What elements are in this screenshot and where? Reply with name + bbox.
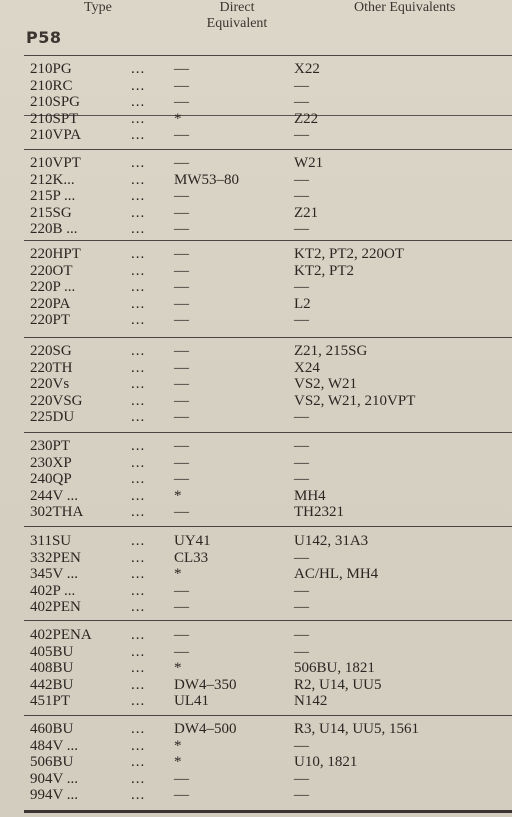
type-cell: 405BU xyxy=(30,643,74,660)
direct-equivalent-cell: — xyxy=(174,392,189,409)
table-row xyxy=(0,78,512,94)
leader-dots: ... xyxy=(131,737,146,754)
table-row xyxy=(0,660,512,676)
header-other-equivalents: Other Equivalents xyxy=(354,0,456,15)
leader-dots: ... xyxy=(131,376,146,393)
header-type: Type xyxy=(84,0,112,15)
table-row xyxy=(0,61,512,77)
type-cell: 302THA xyxy=(30,504,84,521)
leader-dots: ... xyxy=(131,487,146,504)
group-rule xyxy=(24,240,512,241)
leader-dots: ... xyxy=(131,438,146,454)
table-row xyxy=(0,583,512,599)
other-equivalents-cell: — xyxy=(294,77,309,94)
direct-equivalent-cell: — xyxy=(174,599,189,616)
leader-dots: ... xyxy=(131,127,146,144)
leader-dots: ... xyxy=(131,754,146,771)
header-direct-equivalent xyxy=(196,0,278,32)
table-row xyxy=(0,279,512,295)
group-rule xyxy=(24,432,512,433)
type-cell: 220B ... xyxy=(30,221,78,238)
leader-dots: ... xyxy=(131,599,146,616)
other-equivalents-cell: N142 xyxy=(294,693,328,710)
direct-equivalent-cell: * xyxy=(174,487,182,504)
other-equivalents-cell: — xyxy=(294,94,309,111)
direct-equivalent-cell: — xyxy=(174,770,189,787)
leader-dots: ... xyxy=(131,77,146,94)
type-cell: 994V ... xyxy=(30,787,79,804)
direct-equivalent-cell: — xyxy=(174,409,189,426)
table-row xyxy=(0,599,512,615)
type-cell: 230XP xyxy=(30,454,72,471)
type-cell: 402PENA xyxy=(30,627,92,643)
direct-equivalent-cell: — xyxy=(174,295,189,312)
type-cell: 451PT xyxy=(30,693,71,710)
other-equivalents-cell: — xyxy=(294,188,309,205)
leader-dots: ... xyxy=(131,787,146,804)
other-equivalents-cell: X22 xyxy=(294,61,320,77)
table-row xyxy=(0,393,512,409)
leader-dots: ... xyxy=(131,627,146,643)
type-cell: 220P ... xyxy=(30,279,76,296)
table-row xyxy=(0,188,512,204)
other-equivalents-cell: VS2, W21 xyxy=(294,376,358,393)
other-equivalents-cell: MH4 xyxy=(294,487,326,504)
leader-dots: ... xyxy=(131,693,146,710)
direct-equivalent-cell: * xyxy=(174,110,182,127)
type-cell: 484V ... xyxy=(30,737,79,754)
table-row xyxy=(0,111,512,127)
table-row xyxy=(0,360,512,376)
table-row xyxy=(0,627,512,643)
table-row xyxy=(0,738,512,754)
table-row xyxy=(0,172,512,188)
type-cell: 210PG xyxy=(30,61,72,77)
other-equivalents-cell: — xyxy=(294,471,309,488)
table-row xyxy=(0,533,512,549)
direct-equivalent-cell: CL33 xyxy=(174,549,209,566)
group-rule xyxy=(24,55,512,56)
leader-dots: ... xyxy=(131,392,146,409)
direct-equivalent-cell: — xyxy=(174,155,189,171)
direct-equivalent-cell: — xyxy=(174,343,189,359)
direct-equivalent-cell: — xyxy=(174,504,189,521)
other-equivalents-cell: KT2, PT2 xyxy=(294,262,354,279)
type-cell: 240QP xyxy=(30,471,72,488)
type-cell: 220TH xyxy=(30,359,73,376)
other-equivalents-cell: — xyxy=(294,409,309,426)
table-row xyxy=(0,205,512,221)
direct-equivalent-cell: — xyxy=(174,471,189,488)
table-row xyxy=(0,677,512,693)
type-cell: 460BU xyxy=(30,721,74,737)
leader-dots: ... xyxy=(131,343,146,359)
type-cell: 402P ... xyxy=(30,582,76,599)
table-row xyxy=(0,455,512,471)
type-cell: 210SPG xyxy=(30,94,81,111)
leader-dots: ... xyxy=(131,566,146,583)
direct-equivalent-cell: MW53–80 xyxy=(174,171,239,188)
direct-equivalent-cell: * xyxy=(174,660,182,677)
direct-equivalent-cell: — xyxy=(174,582,189,599)
other-equivalents-cell: R2, U14, UU5 xyxy=(294,676,382,693)
leader-dots: ... xyxy=(131,359,146,376)
direct-equivalent-cell: * xyxy=(174,754,182,771)
type-cell: 442BU xyxy=(30,676,74,693)
table-row xyxy=(0,787,512,803)
type-cell: 220PT xyxy=(30,312,71,329)
other-equivalents-cell: — xyxy=(294,599,309,616)
table-row xyxy=(0,550,512,566)
leader-dots: ... xyxy=(131,204,146,221)
header-direct-line1: Direct xyxy=(219,0,255,15)
type-cell: 408BU xyxy=(30,660,74,677)
leader-dots: ... xyxy=(131,61,146,77)
leader-dots: ... xyxy=(131,676,146,693)
leader-dots: ... xyxy=(131,454,146,471)
other-equivalents-cell: — xyxy=(294,549,309,566)
other-equivalents-cell: R3, U14, UU5, 1561 xyxy=(294,721,420,737)
type-cell: 332PEN xyxy=(30,549,81,566)
type-cell: 402PEN xyxy=(30,599,81,616)
other-equivalents-cell: W21 xyxy=(294,155,324,171)
direct-equivalent-cell: — xyxy=(174,787,189,804)
other-equivalents-cell: Z22 xyxy=(294,110,319,127)
other-equivalents-cell: U10, 1821 xyxy=(294,754,358,771)
direct-equivalent-cell: — xyxy=(174,454,189,471)
other-equivalents-cell: U142, 31A3 xyxy=(294,533,369,549)
group-rule xyxy=(24,337,512,338)
direct-equivalent-cell: UL41 xyxy=(174,693,209,710)
leader-dots: ... xyxy=(131,262,146,279)
direct-equivalent-cell: — xyxy=(174,127,189,144)
type-cell: 215P ... xyxy=(30,188,76,205)
table-row xyxy=(0,771,512,787)
leader-dots: ... xyxy=(131,171,146,188)
leader-dots: ... xyxy=(131,221,146,238)
leader-dots: ... xyxy=(131,295,146,312)
other-equivalents-cell: AC/HL, MH4 xyxy=(294,566,379,583)
type-cell: 311SU xyxy=(30,533,72,549)
table-row xyxy=(0,263,512,279)
type-cell: 220OT xyxy=(30,262,73,279)
direct-equivalent-cell: — xyxy=(174,359,189,376)
other-equivalents-cell: — xyxy=(294,221,309,238)
type-cell: 212K... xyxy=(30,171,75,188)
leader-dots: ... xyxy=(131,409,146,426)
other-equivalents-cell: — xyxy=(294,127,309,144)
table-row xyxy=(0,438,512,454)
table-row xyxy=(0,155,512,171)
page-label: P58 xyxy=(26,28,62,47)
type-cell: 506BU xyxy=(30,754,74,771)
other-equivalents-cell: — xyxy=(294,279,309,296)
direct-equivalent-cell: — xyxy=(174,312,189,329)
table-row xyxy=(0,644,512,660)
leader-dots: ... xyxy=(131,660,146,677)
direct-equivalent-cell: — xyxy=(174,188,189,205)
other-equivalents-cell: — xyxy=(294,438,309,454)
direct-equivalent-cell: DW4–350 xyxy=(174,676,237,693)
type-cell: 220HPT xyxy=(30,246,81,262)
other-equivalents-cell: — xyxy=(294,737,309,754)
other-equivalents-cell: 506BU, 1821 xyxy=(294,660,375,677)
leader-dots: ... xyxy=(131,471,146,488)
table-row xyxy=(0,376,512,392)
other-equivalents-cell: — xyxy=(294,643,309,660)
direct-equivalent-cell: — xyxy=(174,77,189,94)
leader-dots: ... xyxy=(131,188,146,205)
other-equivalents-cell: — xyxy=(294,454,309,471)
leader-dots: ... xyxy=(131,110,146,127)
direct-equivalent-cell: — xyxy=(174,94,189,111)
table-row xyxy=(0,693,512,709)
type-cell: 244V ... xyxy=(30,487,79,504)
leader-dots: ... xyxy=(131,582,146,599)
type-cell: 210VPA xyxy=(30,127,82,144)
type-cell: 220Vs xyxy=(30,376,70,393)
type-cell: 225DU xyxy=(30,409,75,426)
type-cell: 215SG xyxy=(30,204,72,221)
type-cell: 220PA xyxy=(30,295,71,312)
table-row xyxy=(0,488,512,504)
other-equivalents-cell: — xyxy=(294,627,309,643)
leader-dots: ... xyxy=(131,246,146,262)
type-cell: 230PT xyxy=(30,438,71,454)
table-row xyxy=(0,94,512,110)
other-equivalents-cell: — xyxy=(294,312,309,329)
leader-dots: ... xyxy=(131,155,146,171)
direct-equivalent-cell: — xyxy=(174,221,189,238)
group-rule xyxy=(24,149,512,150)
other-equivalents-cell: Z21, 215SG xyxy=(294,343,368,359)
table-row xyxy=(0,471,512,487)
leader-dots: ... xyxy=(131,94,146,111)
leader-dots: ... xyxy=(131,279,146,296)
table-row xyxy=(0,721,512,737)
direct-equivalent-cell: * xyxy=(174,566,182,583)
bottom-rule xyxy=(24,810,512,813)
leader-dots: ... xyxy=(131,533,146,549)
other-equivalents-cell: VS2, W21, 210VPT xyxy=(294,392,416,409)
group-rule xyxy=(24,526,512,527)
direct-equivalent-cell: UY41 xyxy=(174,533,211,549)
direct-equivalent-cell: — xyxy=(174,204,189,221)
other-equivalents-cell: — xyxy=(294,770,309,787)
table-row xyxy=(0,312,512,328)
other-equivalents-cell: — xyxy=(294,171,309,188)
type-cell: 220VSG xyxy=(30,392,83,409)
other-equivalents-cell: L2 xyxy=(294,295,311,312)
type-cell: 210SPT xyxy=(30,110,79,127)
table-row xyxy=(0,246,512,262)
type-cell: 220SG xyxy=(30,343,72,359)
group-rule xyxy=(24,620,512,621)
direct-equivalent-cell: — xyxy=(174,376,189,393)
direct-equivalent-cell: — xyxy=(174,643,189,660)
type-cell: 345V ... xyxy=(30,566,79,583)
header-direct-line2: Equivalent xyxy=(206,16,268,31)
other-equivalents-cell: — xyxy=(294,582,309,599)
table-row xyxy=(0,504,512,520)
direct-equivalent-cell: — xyxy=(174,61,189,77)
type-cell: 210VPT xyxy=(30,155,81,171)
leader-dots: ... xyxy=(131,721,146,737)
direct-equivalent-cell: — xyxy=(174,438,189,454)
other-equivalents-cell: KT2, PT2, 220OT xyxy=(294,246,404,262)
direct-equivalent-cell: — xyxy=(174,246,189,262)
direct-equivalent-cell: — xyxy=(174,262,189,279)
leader-dots: ... xyxy=(131,504,146,521)
table-row xyxy=(0,127,512,143)
direct-equivalent-cell: — xyxy=(174,627,189,643)
table-row xyxy=(0,754,512,770)
direct-equivalent-cell: DW4–500 xyxy=(174,721,237,737)
other-equivalents-cell: Z21 xyxy=(294,204,319,221)
table-row xyxy=(0,296,512,312)
other-equivalents-cell: X24 xyxy=(294,359,320,376)
other-equivalents-cell: TH2321 xyxy=(294,504,344,521)
leader-dots: ... xyxy=(131,312,146,329)
type-cell: 904V ... xyxy=(30,770,79,787)
leader-dots: ... xyxy=(131,549,146,566)
table-row xyxy=(0,566,512,582)
table-row xyxy=(0,343,512,359)
group-rule xyxy=(24,715,512,716)
leader-dots: ... xyxy=(131,643,146,660)
table-row xyxy=(0,409,512,425)
other-equivalents-cell: — xyxy=(294,787,309,804)
direct-equivalent-cell: — xyxy=(174,279,189,296)
direct-equivalent-cell: * xyxy=(174,737,182,754)
type-cell: 210RC xyxy=(30,77,73,94)
table-row xyxy=(0,221,512,237)
leader-dots: ... xyxy=(131,770,146,787)
